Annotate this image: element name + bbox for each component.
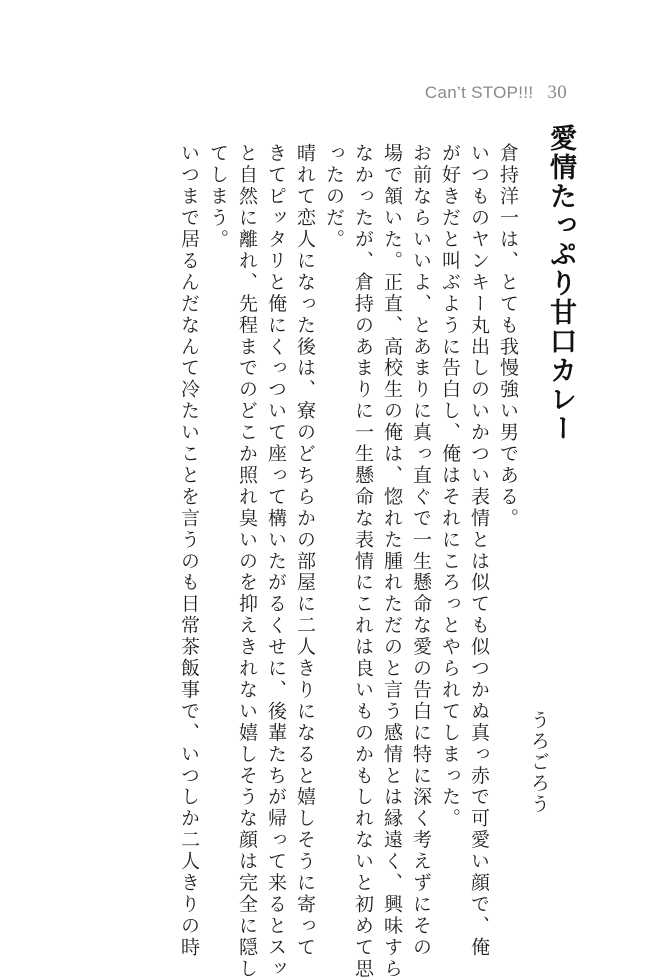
running-header (425, 82, 567, 104)
series-title: Can’t STOP!!! (424, 83, 534, 102)
text-column: 倉持洋一は、とても我慢強い男である。 (497, 143, 519, 530)
story-title: 愛情たっぷり甘口カレー (545, 124, 576, 443)
text-column: 場で頷いた。正直、高校生の俺は、惚れた腫れただのと言う感情とは縁遠く、興味すら (381, 143, 403, 980)
author-name: うろごろう (528, 710, 550, 815)
page-number: 30 (547, 82, 567, 103)
text-column: いつまで居るんだなんて冷たいことを言うのも日常茶飯事で、いつしか二人きりの時 (178, 143, 200, 959)
text-column: と自然に離れ、先程までのどこか照れ臭いのを抑えきれない嬉しそうな顔は完全に隠し (236, 143, 258, 980)
text-column: ったのだ。 (323, 143, 345, 251)
text-column: きてピッタリと俺にくっついて座って構いたがるくせに、後輩たちが帰って来るとスッ (265, 143, 287, 980)
text-column: てしまう。 (207, 143, 229, 251)
text-column: なかったが、倉持のあまりに一生懸命な表情にこれは良いものかもしれないと初めて思 (352, 143, 374, 980)
text-column: 晴れて恋人になった後は、寮のどちらかの部屋に二人きりになると嬉しそうに寄って (294, 143, 316, 959)
text-column: いつものヤンキー丸出しのいかつい表情とは似ても似つかぬ真っ赤で可愛い顔で、俺 (468, 143, 490, 959)
text-column: お前ならいいよ、とあまりに真っ直ぐで一生懸命な愛の告白に特に深く考えずにその (410, 143, 432, 959)
text-column: が好きだと叫ぶように告白し、俺はそれにころっとやられてしまった。 (439, 143, 461, 830)
